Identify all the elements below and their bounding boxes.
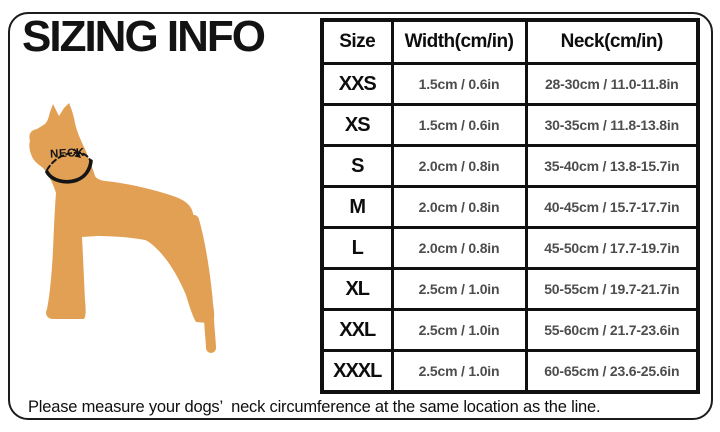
size-label: XXXL [322, 351, 392, 393]
size-label: XL [322, 269, 392, 310]
table-row [322, 187, 698, 228]
width-value: 2.0cm / 0.8in [392, 187, 526, 228]
table-row [322, 64, 698, 105]
size-label: S [322, 146, 392, 187]
page-title: SIZING INFO [22, 12, 264, 61]
size-label: M [322, 187, 392, 228]
col-header-size: Size [322, 20, 392, 64]
dog-silhouette [29, 103, 214, 323]
table-row [322, 105, 698, 146]
table-row [322, 228, 698, 269]
size-label: XXS [322, 64, 392, 105]
col-header-width: Width(cm/in) [392, 20, 526, 64]
neck-value: 30-35cm / 11.8-13.8in [526, 105, 698, 146]
size-table [320, 18, 700, 394]
size-label: XS [322, 105, 392, 146]
width-value: 1.5cm / 0.6in [392, 105, 526, 146]
size-label: XXL [322, 310, 392, 351]
neck-value: 28-30cm / 11.0-11.8in [526, 64, 698, 105]
neck-value: 55-60cm / 21.7-23.6in [526, 310, 698, 351]
width-value: 2.0cm / 0.8in [392, 228, 526, 269]
width-value: 2.5cm / 1.0in [392, 269, 526, 310]
table-row [322, 310, 698, 351]
width-value: 2.5cm / 1.0in [392, 310, 526, 351]
neck-value: 35-40cm / 13.8-15.7in [526, 146, 698, 187]
neck-value: 50-55cm / 19.7-21.7in [526, 269, 698, 310]
table-header-row [322, 20, 698, 64]
width-value: 2.0cm / 0.8in [392, 146, 526, 187]
neck-value: 60-65cm / 23.6-25.6in [526, 351, 698, 393]
table-row [322, 269, 698, 310]
size-label: L [322, 228, 392, 269]
table-row [322, 146, 698, 187]
width-value: 1.5cm / 0.6in [392, 64, 526, 105]
neck-value: 45-50cm / 17.7-19.7in [526, 228, 698, 269]
width-value: 2.5cm / 1.0in [392, 351, 526, 393]
table-row [322, 351, 698, 393]
neck-value: 40-45cm / 15.7-17.7in [526, 187, 698, 228]
col-header-neck: Neck(cm/in) [526, 20, 698, 64]
measurement-note: Please measure your dogs’ neck circumference at the same location as the line. [28, 398, 601, 416]
neck-label: NECK [49, 146, 85, 161]
